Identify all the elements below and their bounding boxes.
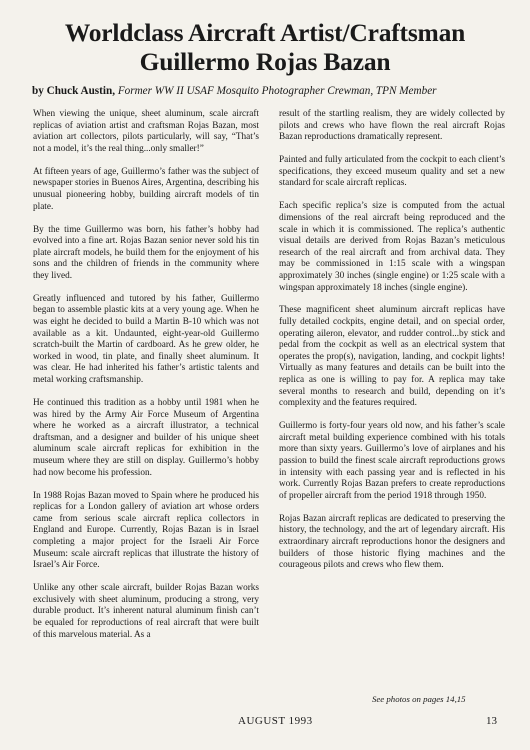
byline-credit: Former WW II USAF Mosquito Photographer Crewman, TPN Member (117, 85, 437, 97)
paragraph: In 1988 Rojas Bazan moved to Spain where he produced his replicas for a London gallery of aviation art whose orders came from serious scale aircraft replica collectors in England and Europe. Currently, Rojas Bazan is in Israel completing a major project for the Israeli Air Force Museum: scale aircraft replicas that illustrate the history of Israel’s Air Force. (33, 490, 259, 571)
see-photos-note: See photos on pages 14,15 (372, 694, 466, 704)
paragraph: Greatly influenced and tutored by his father, Guillermo began to assemble plastic kits at a very young age. When he was eight he decided to build a Martin B-10 which was not available as a kit. Undaunted, eight-year-old Guillermo scratch-built the Martin of cardboard. As he grew older, he worked in wood, tin plate, and finally sheet aluminum. It was clear. He had inherited his father’s artistic talents and metal working craftsmanship. (33, 293, 259, 386)
paragraph: These magnificent sheet aluminum aircraft replicas have fully detailed cockpits, engine detail, and on special order, operating aileron, elevator, and rudder control...by stick and pedal from the cockpit as well as an electrical system that operates the prop(s), navigation, landing, and cockpit lights! Virtually as many features and details can be built into the replica as one is willing to pay for. A replica may take several months to research and build, depending on it’s complexity and the features required. (279, 305, 505, 409)
byline (32, 84, 512, 98)
paragraph: Guillermo is forty-four years old now, and his father’s scale aircraft metal building experience combined with his totals more than sixty years. Guillermo’s love of airplanes and his passion to build the finest scale aircraft reproductions grows in intensity with each passing year and is reflected in his work. Currently Rojas Bazan prefers to create reproductions of propeller aircraft from the period 1918 through 1950. (279, 421, 505, 501)
paragraph: Each specific replica’s size is computed from the actual dimensions of the real aircraft being reproduced and the scale in which it is commissioned. The replica’s authentic visual details are derived from Rojas Bazan’s meticulous research of the real aircraft and from archival data. They may be commissioned in 1:15 scale with a wingspan approximately 30 inches (single engine) or 1:25 scale with a wingspan approximately 18 inches (single engine). (279, 201, 505, 293)
footer-date: AUGUST 1993 (238, 715, 313, 727)
paragraph: When viewing the unique, sheet aluminum, scale aircraft replicas of aviation artist and craftsman Rojas Bazan, most aviation art collectors, pilots particularly, will say, “That’s not a model, it’s the real thing...only smaller!” (33, 109, 259, 154)
paragraph: At fifteen years of age, Guillermo’s father was the subject of newspaper stories in Buenos Aires, Argentina, describing his unusual pioneering hobby, building aircraft models of tin plate. (33, 166, 259, 212)
title-line-2: Guillermo Rojas Bazan (139, 47, 391, 76)
paragraph: Rojas Bazan aircraft replicas are dedicated to preserving the history, the technology, and the art of legendary aircraft. His extraordinary aircraft reproductions honor the designers and builders of those historic flying machines and the courageous pilots and crews who flew them. (279, 513, 505, 571)
paragraph: Unlike any other scale aircraft, builder Rojas Bazan works exclusively with sheet aluminum, producing a strong, very durable product. It’s inherent natural aluminum finish can’t be equaled for reproductions of real aircraft that were built of this marvelous material. As a (33, 583, 259, 640)
left-column (33, 109, 259, 652)
title-line-1: Worldclass Aircraft Artist/Craftsman (64, 18, 466, 47)
paragraph: Painted and fully articulated from the cockpit to each client’s specifications, they exceed museum quality and set a new standard for scale aircraft replicas. (279, 155, 505, 189)
article-title (20, 18, 510, 76)
paragraph: He continued this tradition as a hobby until 1981 when he was hired by the Army Air Force Museum of Argentina where he worked as a aircraft illustrator, a technical draftsman, and a designer and builder of his unique sheet aluminum scale aircraft replicas for exhibition in the museum where they are still on display. Guillermo’s hobby had now become his profession. (33, 398, 259, 478)
paragraph: result of the startling realism, they are widely collected by pilots and crews who have flown the real aircraft Rojas Bazan reproductions dramatically represent. (279, 109, 505, 143)
paragraph: By the time Guillermo was born, his father’s hobby had evolved into a fine art. Rojas Bazan senior never sold his tin plate aircraft models, he build them for the enjoyment of his sons and the children of friends in the community where they lived. (33, 224, 259, 281)
byline-author: by Chuck Austin, (32, 85, 116, 97)
right-column (279, 109, 505, 583)
page-number: 13 (486, 715, 497, 727)
